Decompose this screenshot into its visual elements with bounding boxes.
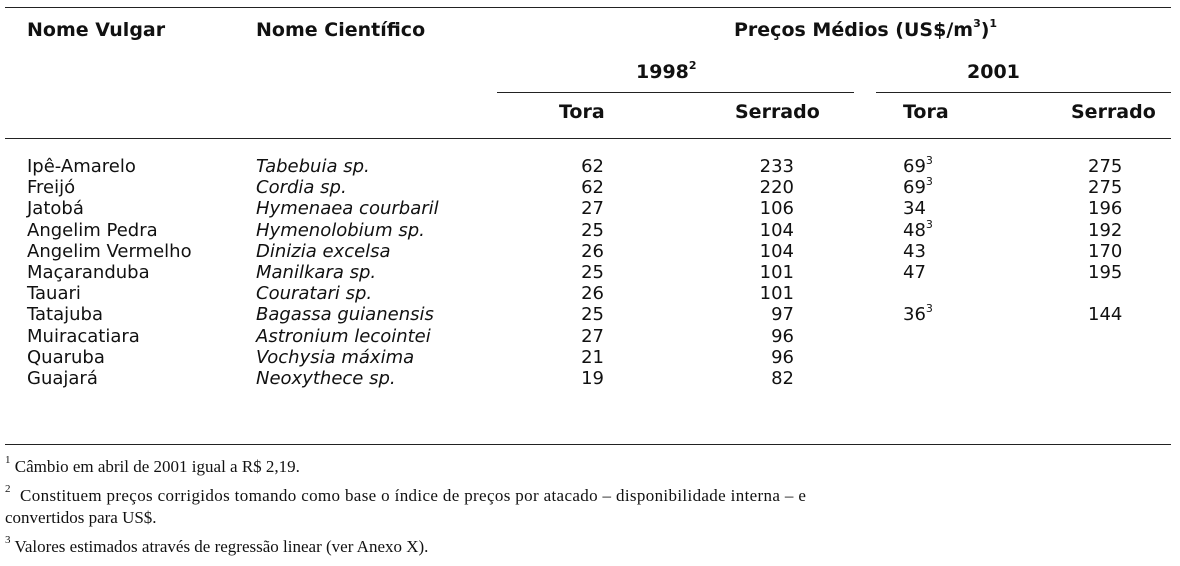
scientific-name-cell: Neoxythece sp. xyxy=(256,368,396,389)
log-2001-cell xyxy=(903,304,933,325)
sawn-1998-cell: 96 xyxy=(771,325,794,347)
scientific-name-cell: Bagassa guianensis xyxy=(256,304,434,326)
log-2001-note-mark: 3 xyxy=(925,175,933,189)
table-row xyxy=(0,241,1180,262)
footnote-1: $^1$ Câmbio em abril de 2001 igual a R$ 2,19. xyxy=(5,454,300,476)
table-row xyxy=(0,217,1180,241)
table-row xyxy=(0,198,1180,219)
scientific-name-cell: Couratari sp. xyxy=(256,283,373,305)
log-2001-value: 34 xyxy=(903,198,926,220)
table-row xyxy=(0,368,1180,389)
scientific-name-cell: Tabebuia sp. xyxy=(256,156,370,177)
sawn-1998-cell: 220 xyxy=(759,177,794,199)
log-2001-note-mark: 3 xyxy=(925,154,933,167)
header-common-name: Nome Vulgar xyxy=(27,19,166,41)
year-2001-rule xyxy=(876,92,1171,93)
log-2001-cell xyxy=(903,262,926,283)
footnote-2: $^2$ Constituem preços corrigidos tomando como base o índice de preços por atacado – disponibilidade interna – e xyxy=(5,483,807,505)
log-1998-cell: 19 xyxy=(581,368,604,389)
sawn-1998-cell: 104 xyxy=(759,219,794,241)
log-2001-note-mark: 3 xyxy=(925,302,933,316)
log-1998-cell: 62 xyxy=(581,156,604,177)
log-2001-cell xyxy=(903,156,933,177)
common-name-cell: Quaruba xyxy=(27,346,105,368)
log-2001-note-mark: 3 xyxy=(925,217,933,231)
common-name-cell: Muiracatiara xyxy=(27,325,140,347)
log-1998-cell: 27 xyxy=(581,198,604,220)
common-name-cell: Jatobá xyxy=(27,198,84,220)
log-2001-value: 69 xyxy=(903,177,926,199)
header-average-prices: Preços Médios $(US\$/m^3)^1$ xyxy=(734,17,998,41)
log-2001-cell xyxy=(903,241,926,262)
log-2001-value: 43 xyxy=(903,240,926,262)
sawn-1998-cell: 96 xyxy=(771,346,794,368)
header-scientific-name: Nome Científico xyxy=(256,19,426,41)
scientific-name-cell: Hymenaea courbaril xyxy=(256,198,439,220)
table-row xyxy=(0,326,1180,347)
common-name-cell: Tatajuba xyxy=(27,304,103,326)
log-1998-cell: 26 xyxy=(581,240,604,262)
sawn-2001-cell: 196 xyxy=(1088,198,1123,220)
header-sawn-2001: Serrado xyxy=(1071,101,1156,123)
table-row xyxy=(0,304,1180,325)
table-row xyxy=(0,177,1180,198)
sawn-1998-cell: 101 xyxy=(759,283,794,305)
scientific-name-cell: Vochysia máxima xyxy=(256,346,415,368)
common-name-cell: Guajará xyxy=(27,368,98,389)
footnote-3: $^3$ Valores estimados através de regressão linear (ver Anexo X). xyxy=(5,534,429,556)
sawn-2001-cell: 195 xyxy=(1088,262,1123,283)
sawn-2001-cell: 170 xyxy=(1088,240,1123,262)
log-1998-cell: 25 xyxy=(581,262,604,283)
header-log-1998: Tora xyxy=(559,101,605,123)
table-row xyxy=(0,262,1180,283)
table-row xyxy=(0,283,1180,304)
common-name-cell: Ipê-Amarelo xyxy=(27,156,136,177)
sawn-2001-cell: 144 xyxy=(1088,304,1123,326)
common-name-cell: Freijó xyxy=(27,177,76,199)
table-row xyxy=(0,347,1180,368)
header-log-2001: Tora xyxy=(903,101,949,123)
log-2001-value: 47 xyxy=(903,262,926,283)
log-1998-cell: 26 xyxy=(581,283,604,305)
scientific-name-cell: Astronium lecointei xyxy=(256,325,431,347)
year-1998-rule xyxy=(497,92,854,93)
sawn-2001-cell: 275 xyxy=(1088,177,1123,199)
sawn-1998-cell: 101 xyxy=(759,262,794,283)
scientific-name-cell: Cordia sp. xyxy=(256,177,347,199)
log-2001-value: 36 xyxy=(903,304,926,326)
log-2001-cell xyxy=(903,198,926,219)
log-2001-value: 48 xyxy=(903,219,926,241)
common-name-cell: Angelim Pedra xyxy=(27,219,158,241)
sawn-1998-cell: 233 xyxy=(759,156,794,177)
log-1998-cell: 25 xyxy=(581,219,604,241)
scientific-name-cell: Hymenolobium sp. xyxy=(256,219,425,241)
scientific-name-cell: Dinizia excelsa xyxy=(256,240,391,262)
sawn-2001-cell: 192 xyxy=(1088,219,1123,241)
sawn-1998-cell: 97 xyxy=(771,304,794,326)
log-1998-cell: 25 xyxy=(581,304,604,326)
sawn-1998-cell: 104 xyxy=(759,240,794,262)
log-1998-cell: 62 xyxy=(581,177,604,199)
sawn-1998-cell: 82 xyxy=(771,368,794,389)
log-2001-cell xyxy=(903,177,933,198)
header-sawn-1998: Serrado xyxy=(735,101,820,123)
common-name-cell: Tauari xyxy=(27,283,81,305)
log-1998-cell: 21 xyxy=(581,346,604,368)
header-bottom-rule xyxy=(5,138,1171,139)
header-year-2001: 2001 xyxy=(967,61,1020,83)
log-2001-value: 69 xyxy=(903,156,926,177)
scientific-name-cell: Manilkara sp. xyxy=(256,262,377,283)
log-2001-cell xyxy=(903,217,933,241)
header-year-1998: 1998$^2$ xyxy=(636,59,697,83)
common-name-cell: Angelim Vermelho xyxy=(27,240,192,262)
common-name-cell: Maçaranduba xyxy=(27,262,150,283)
bottom-rule xyxy=(5,444,1171,445)
sawn-1998-cell: 106 xyxy=(759,198,794,220)
log-1998-cell: 27 xyxy=(581,325,604,347)
footnote-2-continued: convertidos para US$. xyxy=(5,508,157,527)
sawn-2001-cell: 275 xyxy=(1088,156,1123,177)
table-row xyxy=(0,156,1180,177)
top-rule xyxy=(5,7,1171,8)
